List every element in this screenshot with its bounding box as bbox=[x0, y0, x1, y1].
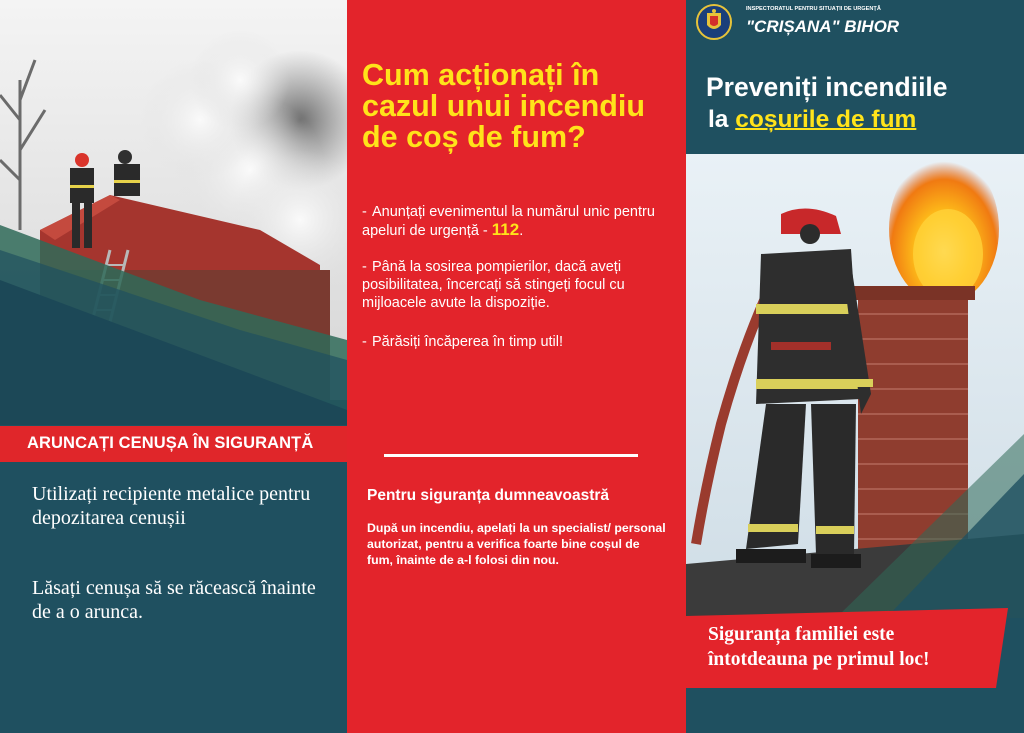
dash-bullet-icon: - bbox=[362, 204, 367, 220]
dash-bullet-icon: - bbox=[362, 259, 367, 275]
after-fire-advice: După un incendiu, apelați la un specialist/ personal autorizat, pentru a verifica foarte bine coșul de fum, înainte de a-l folosi din nou. bbox=[367, 521, 666, 567]
firefighter-chimney-photo bbox=[686, 154, 1024, 618]
section-divider bbox=[384, 454, 638, 457]
ashes-banner-text: ARUNCAȚI CENUȘA ÎN SIGURANȚĂ bbox=[27, 434, 314, 452]
dash-bullet-icon: - bbox=[362, 334, 367, 350]
institution-line: INSPECTORATUL PENTRU SITUAȚII DE URGENȚĂ bbox=[746, 6, 881, 12]
list-item-text: Părăsiți încăperea în timp util! bbox=[372, 334, 564, 350]
list-item-text: Până la sosirea pompierilor, dacă aveți posibilitatea, încercați să stingeți focul cu mijloacele avute la dispoziție. bbox=[362, 259, 625, 311]
family-safety-banner bbox=[686, 608, 1024, 688]
chimneys-title bbox=[708, 106, 916, 134]
firefighters-on-roof-photo bbox=[0, 0, 347, 425]
list-item-suffix: . bbox=[519, 223, 524, 239]
cool-ashes-advice: Lăsați cenușa să se răcească înainte de a o arunca. bbox=[32, 577, 316, 623]
metal-containers-advice: Utilizați recipiente metalice pentru depozitarea cenușii bbox=[32, 483, 311, 529]
chimneys-title-highlight: coșurile de fum bbox=[735, 106, 917, 133]
for-your-safety-subtitle: Pentru siguranța dumneavoastră bbox=[367, 487, 610, 504]
chimneys-title-prefix: la bbox=[708, 106, 736, 133]
family-safety-line2: întotdeauna pe primul loc! bbox=[708, 649, 930, 670]
list-item bbox=[362, 258, 682, 312]
institution-name: "CRIȘANA" BIHOR bbox=[746, 17, 900, 36]
prevent-fires-title: Preveniți incendiile bbox=[706, 72, 948, 102]
coat-of-arms-icon bbox=[696, 3, 732, 41]
right-panel bbox=[686, 0, 1024, 733]
middle-panel bbox=[347, 0, 686, 733]
chimney-fire-question-title: Cum acționați în cazul unui incendiu de coș de fum? bbox=[362, 58, 645, 154]
list-item bbox=[362, 203, 682, 240]
list-item bbox=[362, 333, 682, 351]
family-safety-line1: Siguranța familiei este bbox=[708, 624, 895, 645]
emergency-number: 112 bbox=[491, 220, 520, 239]
list-item-text: Anunțați evenimentul la numărul unic pentru apeluri de urgență - bbox=[362, 204, 655, 239]
ashes-safety-banner bbox=[0, 426, 347, 462]
left-panel bbox=[0, 0, 347, 733]
